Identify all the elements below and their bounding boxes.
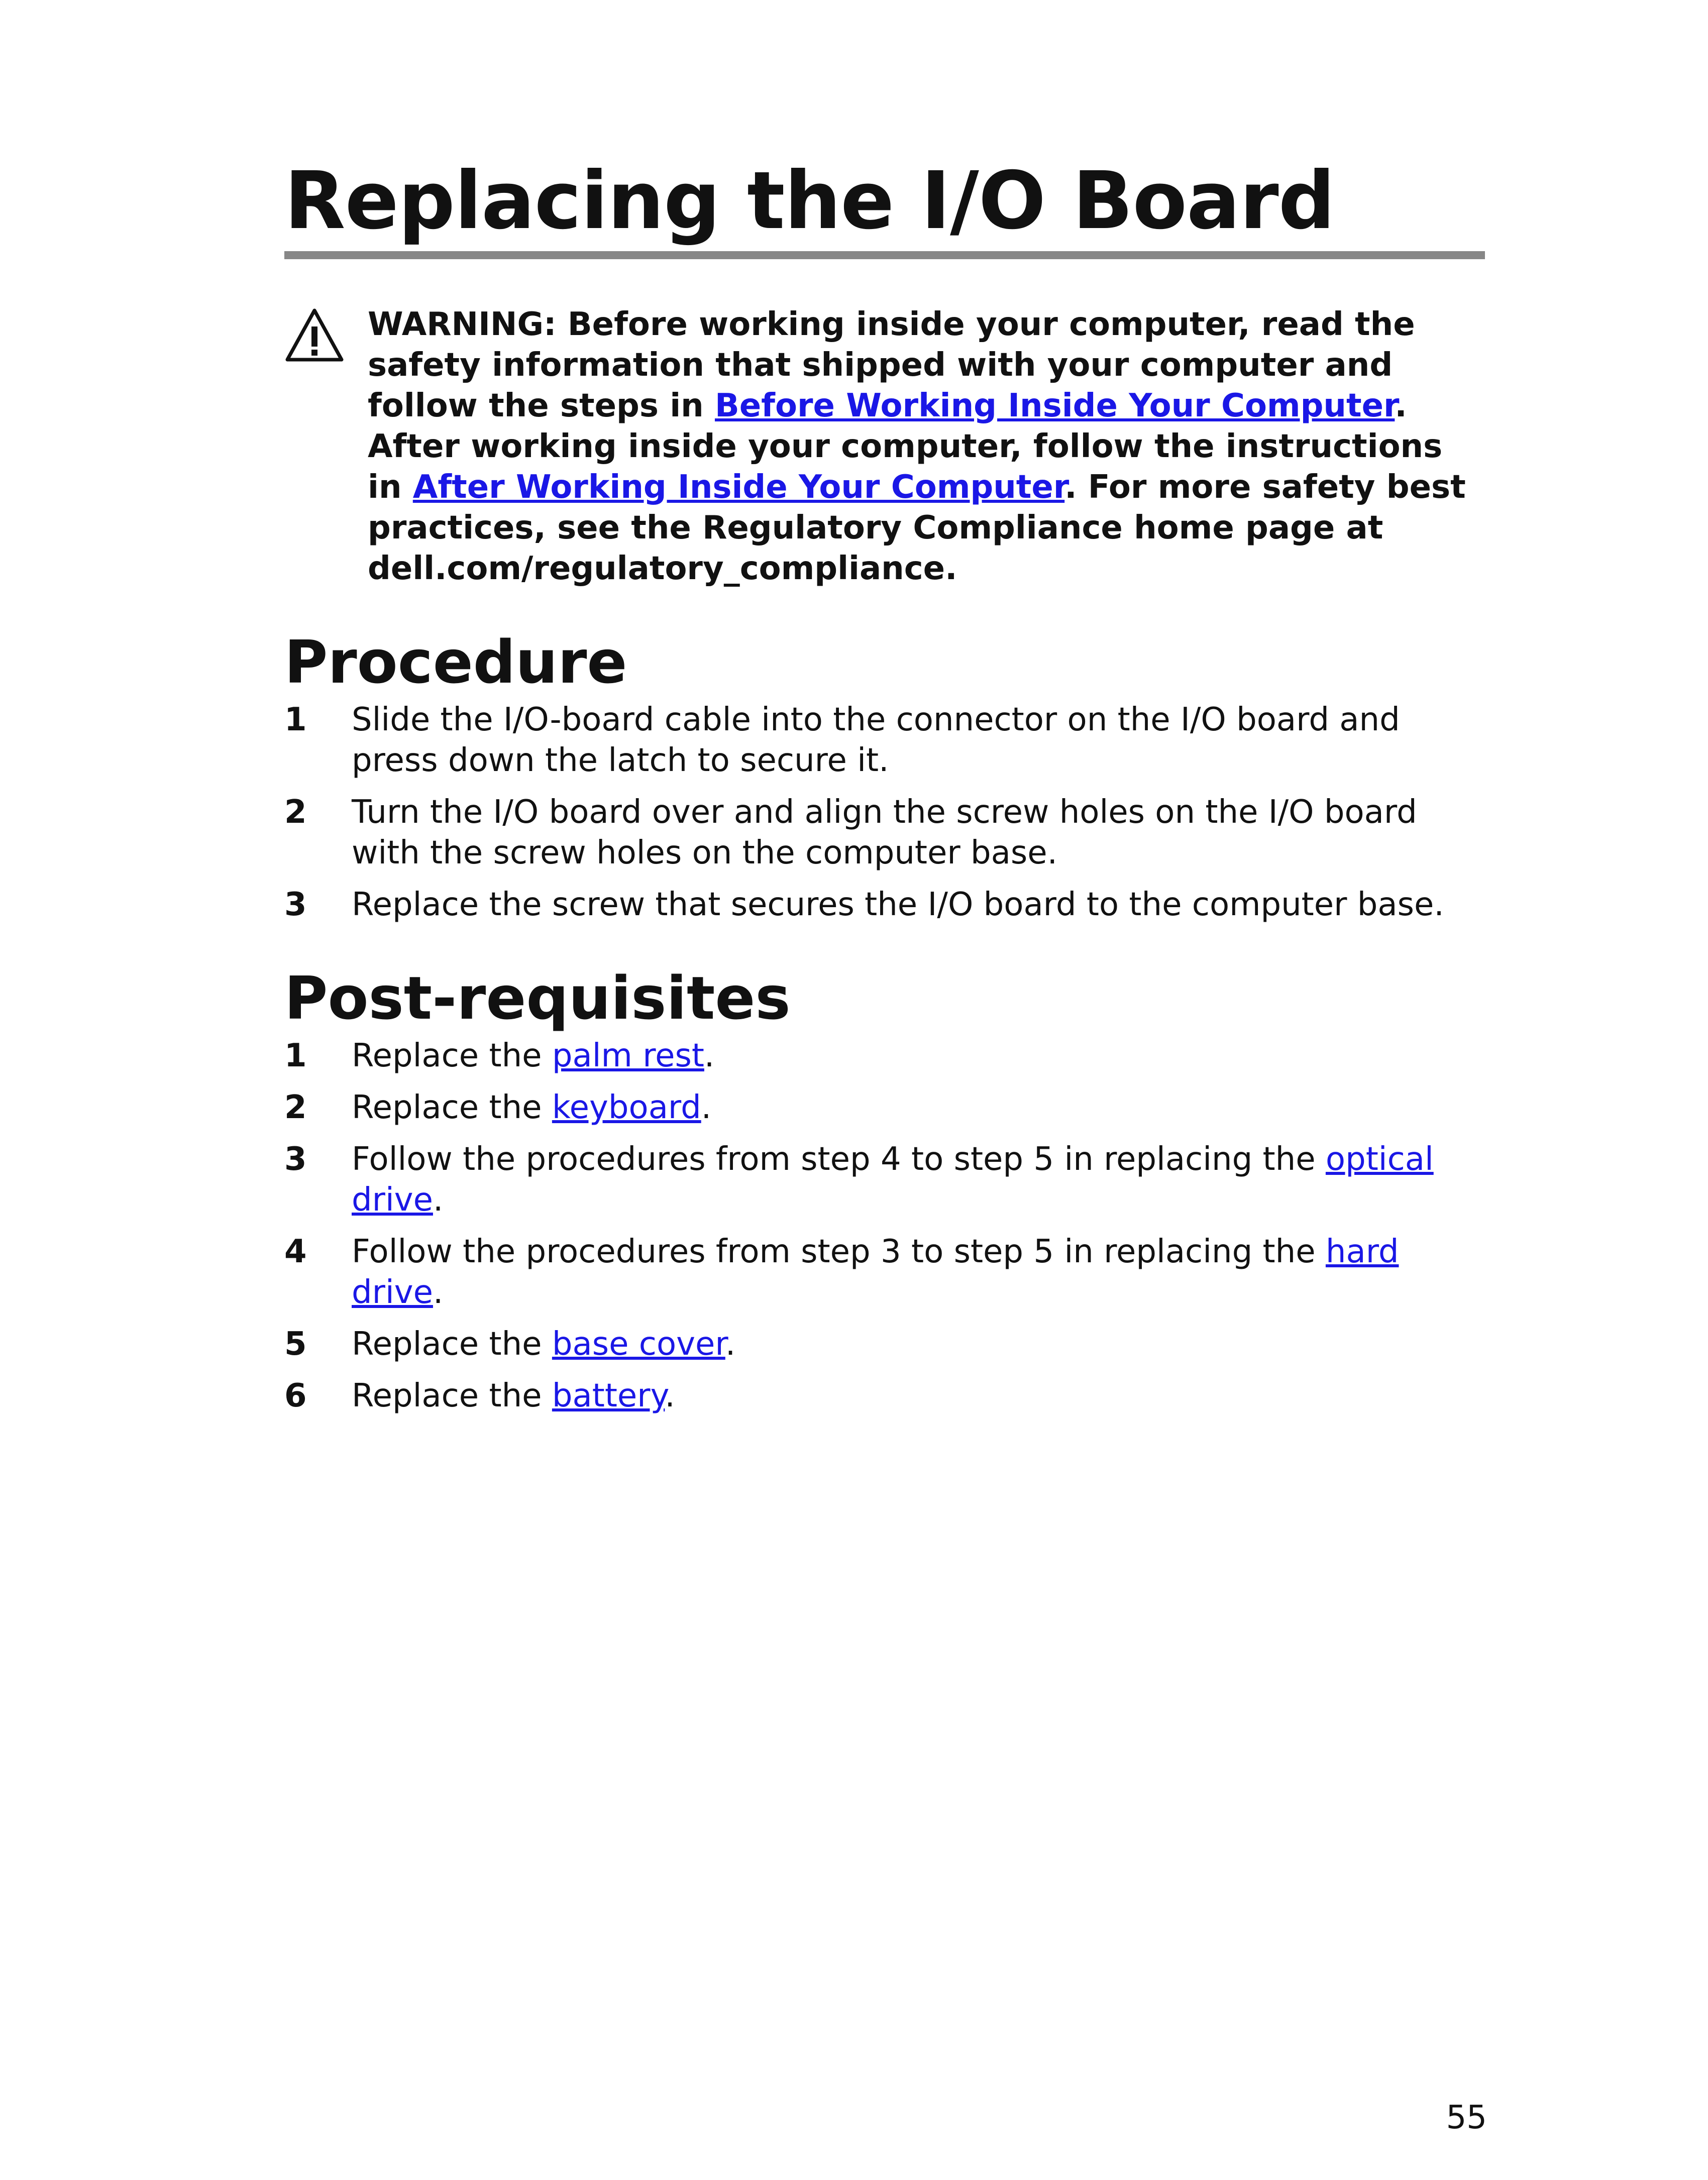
step-text-end: . — [665, 1377, 675, 1414]
title-underline-rule — [284, 251, 1485, 259]
procedure-step — [284, 885, 1485, 925]
post-requisites-list — [284, 1036, 1485, 1416]
link-battery[interactable]: battery — [552, 1377, 665, 1414]
warning-text-3: . For more safety best practices, see the Regulatory Compliance home page at dell.com/regulatory_compliance. — [368, 469, 1466, 587]
step-text: Replace the — [352, 1326, 552, 1363]
procedure-step — [284, 792, 1485, 874]
procedure-step — [284, 700, 1485, 781]
step-text: Replace the — [352, 1377, 552, 1414]
step-text: Turn the I/O board over and align the screw holes on the I/O board with the screw holes on the computer base. — [352, 794, 1417, 871]
step-text: Replace the — [352, 1089, 552, 1126]
link-after-working-inside[interactable]: After Working Inside Your Computer — [412, 469, 1065, 506]
warning-text-1: WARNING: Before working inside your computer, read the safety information that shipped with your computer and follow the steps in — [368, 306, 1415, 424]
link-optical-drive[interactable]: optical drive — [352, 1141, 1434, 1219]
post-step — [284, 1139, 1485, 1221]
page-title: Replacing the I/O Board — [284, 155, 1335, 247]
step-text: Follow the procedures from step 3 to step 5 in replacing the — [352, 1233, 1326, 1270]
step-number: 1 — [284, 1037, 307, 1074]
step-text: Slide the I/O-board cable into the connector on the I/O board and press down the latch to secure it. — [352, 701, 1400, 779]
step-text-end: . — [704, 1037, 715, 1074]
post-step — [284, 1376, 1485, 1416]
link-hard-drive[interactable]: hard drive — [352, 1233, 1399, 1311]
procedure-list — [284, 700, 1485, 925]
post-requisites-heading: Post-requisites — [284, 963, 791, 1033]
step-number: 1 — [284, 701, 307, 738]
link-before-working-inside[interactable]: Before Working Inside Your Computer — [714, 387, 1395, 424]
step-number: 2 — [284, 1089, 307, 1126]
step-text: Replace the screw that secures the I/O board to the computer base. — [352, 886, 1444, 923]
page-number: 55 — [1446, 2099, 1487, 2136]
document-page — [284, 151, 1485, 1428]
step-number: 4 — [284, 1233, 307, 1270]
step-text: Replace the — [352, 1037, 552, 1074]
warning-triangle-icon — [284, 307, 345, 363]
step-number: 3 — [284, 886, 307, 923]
link-palm-rest[interactable]: palm rest — [552, 1037, 704, 1074]
step-number: 6 — [284, 1377, 307, 1414]
step-number: 3 — [284, 1141, 307, 1178]
step-number: 5 — [284, 1326, 307, 1363]
procedure-heading: Procedure — [284, 627, 627, 697]
post-step — [284, 1036, 1485, 1076]
step-text-end: . — [433, 1274, 444, 1311]
step-text: Follow the procedures from step 4 to step 5 in replacing the — [352, 1141, 1326, 1178]
link-keyboard[interactable]: keyboard — [552, 1089, 701, 1126]
step-text-end: . — [725, 1326, 736, 1363]
step-text-end: . — [701, 1089, 712, 1126]
warning-text-2: . After working inside your computer, follow the instructions in — [368, 387, 1443, 506]
step-number: 2 — [284, 794, 307, 831]
post-step — [284, 1324, 1485, 1365]
warning-note — [284, 304, 1485, 589]
link-base-cover[interactable]: base cover — [552, 1326, 725, 1363]
post-step — [284, 1087, 1485, 1128]
step-text-end: . — [433, 1181, 444, 1219]
post-step — [284, 1232, 1485, 1313]
